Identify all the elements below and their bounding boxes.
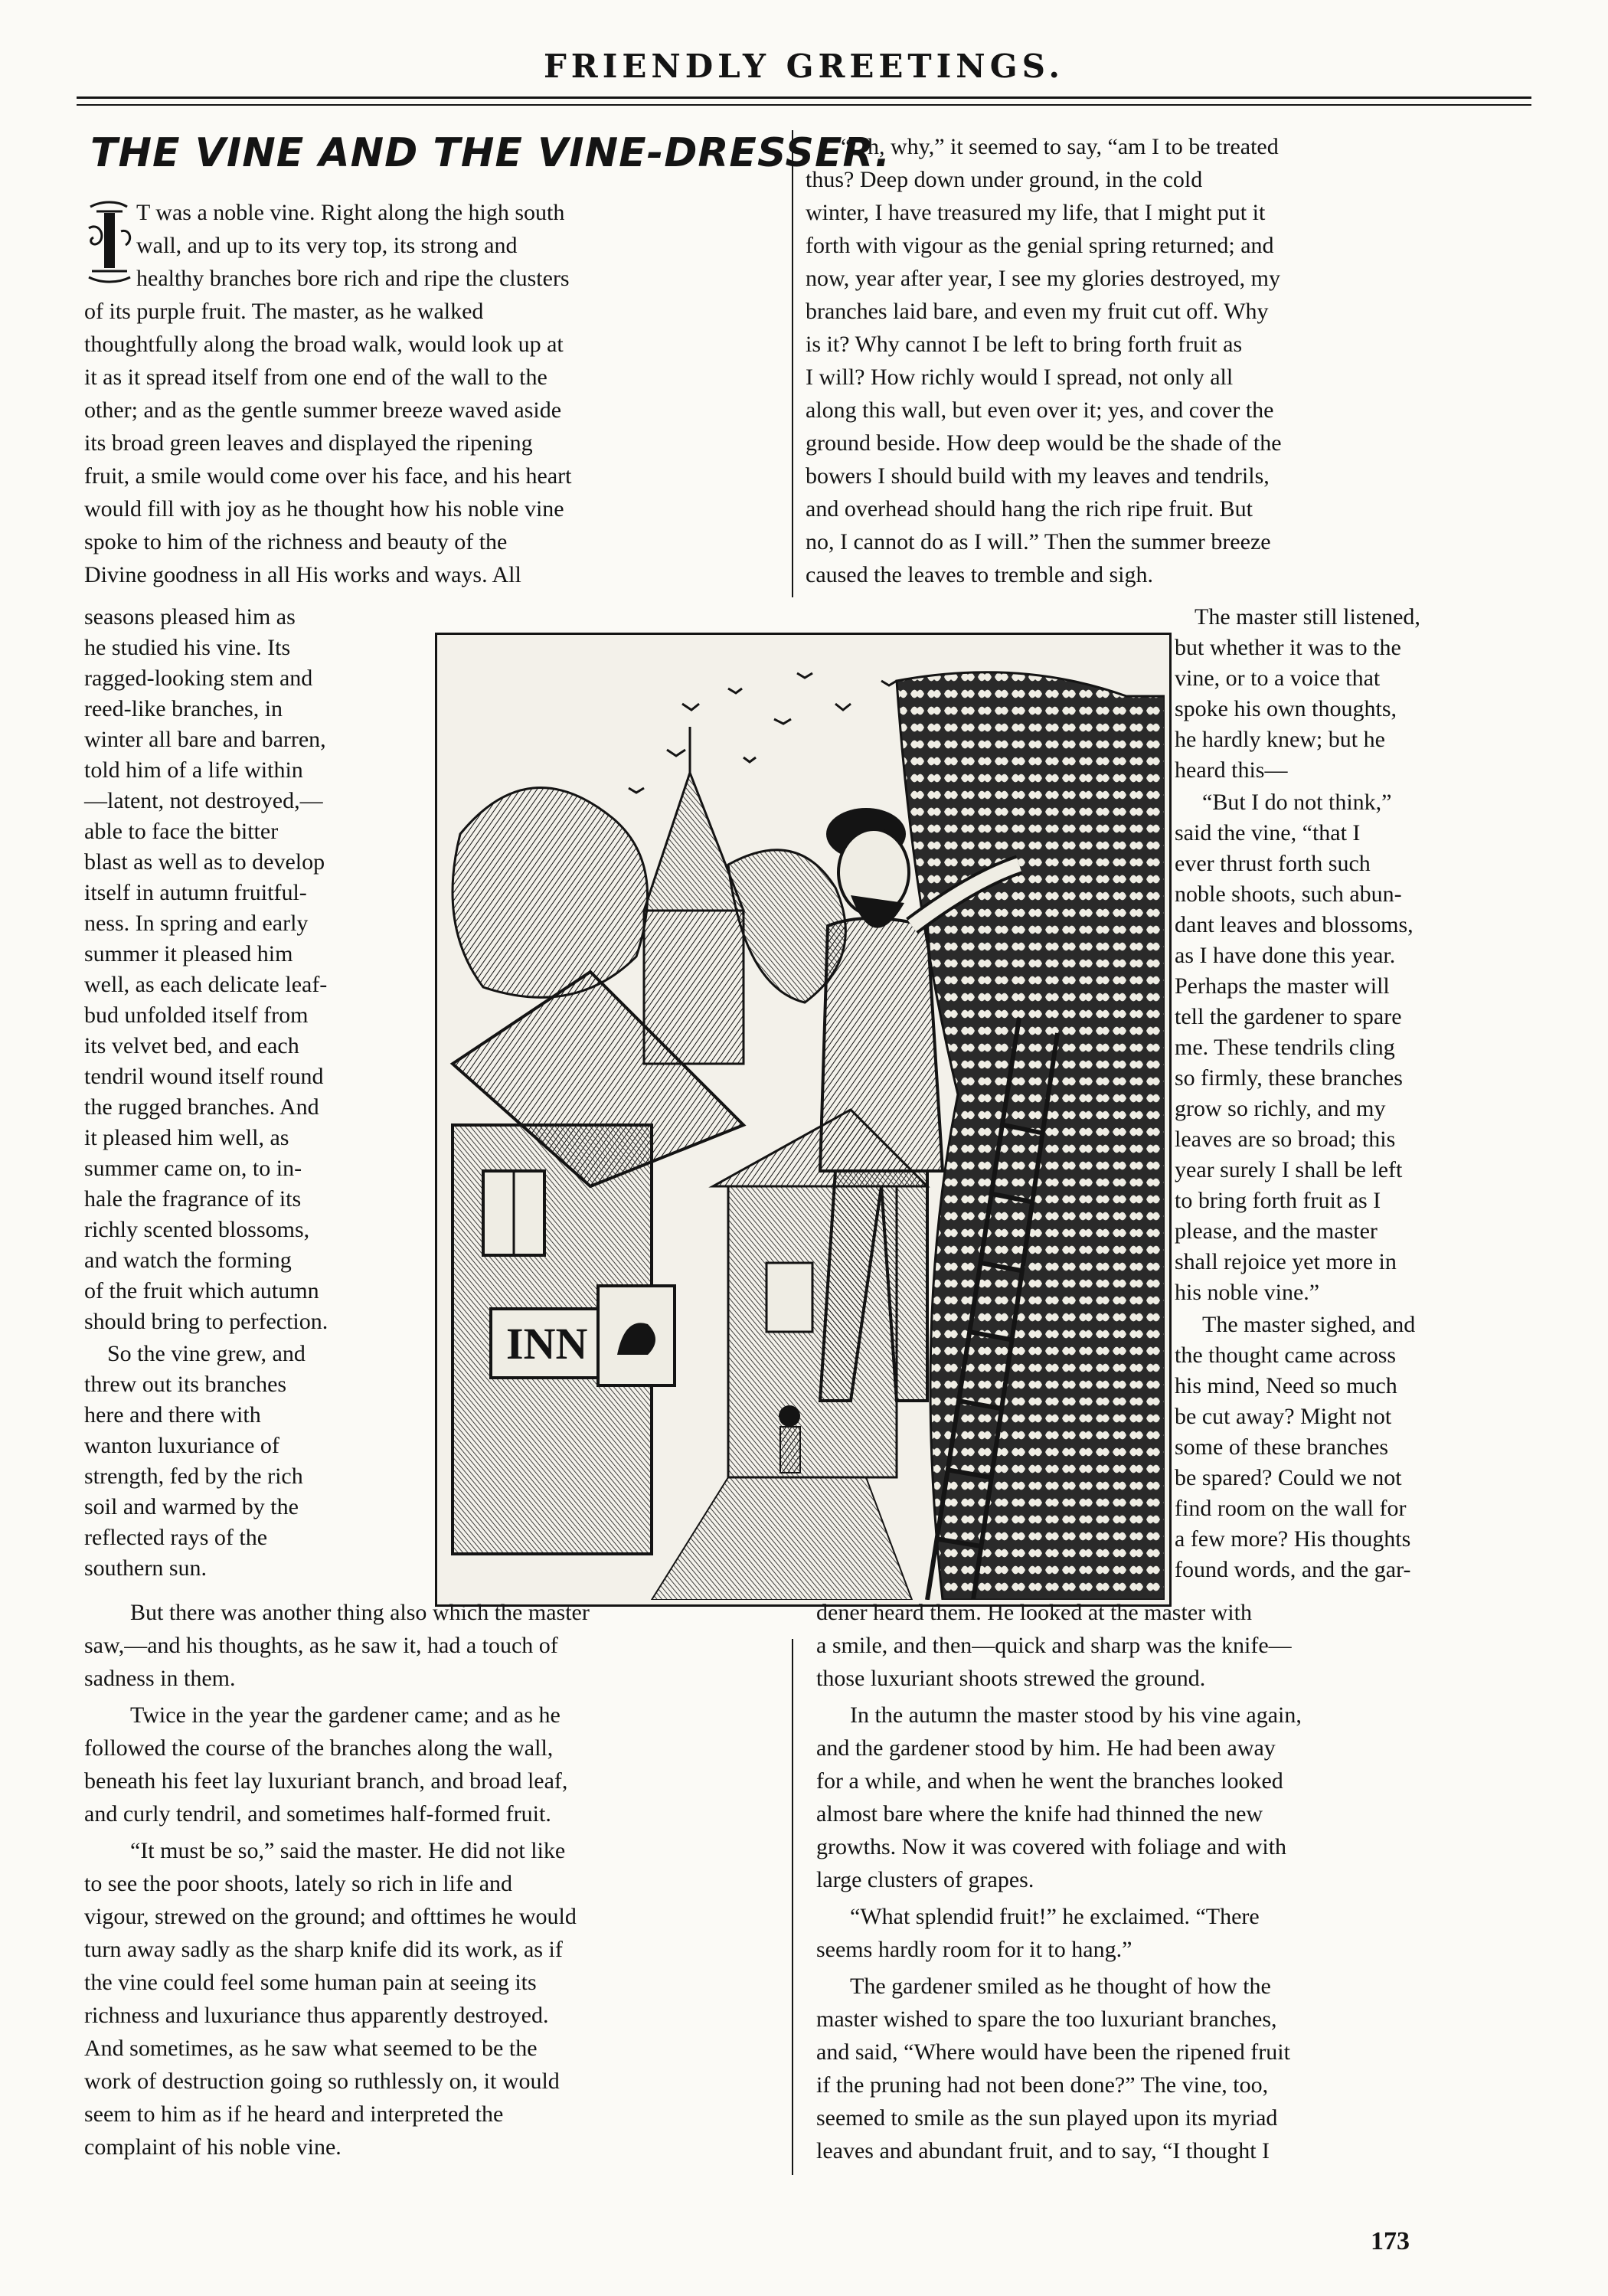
text-line: now, year after year, I see my glories destroyed, my — [806, 266, 1280, 291]
text-line: no, I cannot do as I will.” Then the summer breeze — [806, 529, 1271, 554]
text-line: thus? Deep down under ground, in the cold — [806, 167, 1203, 192]
text-line: dant leaves and blossoms, — [1175, 912, 1414, 937]
text-line: vigour, strewed on the ground; and ofttimes he would — [84, 1904, 577, 1929]
text-line: healthy branches bore rich and ripe the clusters — [136, 266, 570, 291]
text-line: tendril wound itself round — [84, 1064, 324, 1089]
text-line: The master sighed, and — [1202, 1312, 1416, 1337]
text-line: a few more? His thoughts — [1175, 1526, 1411, 1552]
text-line: so firmly, these branches — [1175, 1065, 1403, 1091]
text-line: blast as well as to develop — [84, 849, 325, 875]
text-line: threw out its branches — [84, 1372, 287, 1397]
text-line: caused the leaves to tremble and sigh. — [806, 562, 1154, 587]
text-line: work of destruction going so ruthlessly on, it would — [84, 2069, 560, 2094]
text-line: the vine could feel some human pain at seeing its — [84, 1970, 537, 1995]
text-line: ness. In spring and early — [84, 911, 309, 936]
text-line: ever thrust forth such — [1175, 851, 1371, 876]
text-line: bud unfolded itself from — [84, 1002, 309, 1028]
text-line: shall rejoice yet more in — [1175, 1249, 1397, 1274]
text-line: his mind, Need so much — [1175, 1373, 1397, 1398]
text-line: found words, and the gar- — [1175, 1557, 1411, 1582]
birds — [629, 673, 897, 793]
text-line: reed-like branches, in — [84, 696, 283, 721]
text-line: In the autumn the master stood by his vine again, — [850, 1702, 1302, 1728]
text-line: of the fruit which autumn — [84, 1278, 319, 1303]
text-line: grow so richly, and my — [1175, 1096, 1386, 1121]
text-line: said the vine, “that I — [1175, 820, 1361, 845]
vine-dresser-engraving — [437, 635, 1165, 1600]
text-line: the thought came across — [1175, 1343, 1397, 1368]
text-line: the rugged branches. And — [84, 1094, 319, 1120]
text-line: spoke to him of the richness and beauty of the — [84, 529, 508, 554]
text-line: and said, “Where would have been the ripened fruit — [816, 2039, 1290, 2065]
text-line: summer came on, to in- — [84, 1156, 302, 1181]
text-line: sadness in them. — [84, 1666, 236, 1691]
text-line: some of these branches — [1175, 1434, 1389, 1460]
article-title: THE VINE AND THE VINE-DRESSER. — [90, 130, 891, 176]
text-line: its velvet bed, and each — [84, 1033, 299, 1058]
text-line: strength, fed by the rich — [84, 1464, 303, 1489]
header-rule-top — [77, 96, 1531, 99]
column-divider — [792, 130, 793, 597]
text-line: dener heard them. He looked at the master with — [816, 1600, 1252, 1625]
text-line: southern sun. — [84, 1555, 207, 1581]
text-line: spoke his own thoughts, — [1175, 696, 1397, 721]
text-line: seasons pleased him as — [84, 604, 296, 630]
text-line: —latent, not destroyed,— — [84, 788, 323, 813]
text-line: please, and the master — [1175, 1218, 1378, 1244]
text-line: almost bare where the knife had thinned the new — [816, 1801, 1263, 1827]
text-line: ground beside. How deep would be the shade of the — [806, 430, 1282, 456]
text-line: it as it spread itself from one end of the wall to the — [84, 365, 547, 390]
text-line: to bring forth fruit as I — [1175, 1188, 1381, 1213]
church-spire — [644, 773, 744, 911]
text-line: as I have done this year. — [1175, 943, 1396, 968]
text-line: I will? How richly would I spread, not only all — [806, 365, 1234, 390]
text-line: master wished to spare the too luxuriant branches, — [816, 2007, 1277, 2032]
text-line: The master still listened, — [1195, 604, 1420, 630]
text-line: followed the course of the branches along the wall, — [84, 1735, 554, 1761]
text-line: Perhaps the master will — [1175, 973, 1390, 999]
text-line: richly scented blossoms, — [84, 1217, 310, 1242]
text-line: and watch the forming — [84, 1248, 292, 1273]
text-line: leaves are so broad; this — [1175, 1127, 1396, 1152]
text-line: Divine goodness in all His works and ways. All — [84, 562, 521, 587]
text-line: told him of a life within — [84, 757, 303, 783]
text-line: wanton luxuriance of — [84, 1433, 279, 1458]
text-line: here and there with — [84, 1402, 261, 1428]
text-line: is it? Why cannot I be left to bring forth fruit as — [806, 332, 1243, 357]
text-line: The gardener smiled as he thought of how the — [850, 1974, 1271, 1999]
text-line: “It must be so,” said the master. He did not like — [130, 1838, 566, 1863]
text-line: thoughtfully along the broad walk, would look up at — [84, 332, 564, 357]
text-line: and curly tendril, and sometimes half-formed fruit. — [84, 1801, 551, 1827]
text-line: But there was another thing also which the master — [130, 1600, 590, 1625]
text-line: growths. Now it was covered with foliage and with — [816, 1834, 1287, 1859]
text-line: its broad green leaves and displayed the ripening — [84, 430, 533, 456]
text-line: Twice in the year the gardener came; and as he — [130, 1702, 561, 1728]
text-line: forth with vigour as the genial spring returned; and — [806, 233, 1274, 258]
text-line: soil and warmed by the — [84, 1494, 299, 1519]
text-line: complaint of his noble vine. — [84, 2134, 342, 2160]
text-line: branches laid bare, and even my fruit cut off. Why — [806, 299, 1269, 324]
text-line: T was a noble vine. Right along the high south — [136, 200, 565, 225]
column-divider-lower — [792, 1639, 793, 2175]
inn-sign-text: INN — [506, 1319, 588, 1369]
text-line: of its purple fruit. The master, as he walked — [84, 299, 484, 324]
text-line: fruit, a smile would come over his face, and his heart — [84, 463, 572, 489]
text-line: his noble vine.” — [1175, 1280, 1320, 1305]
text-line: noble shoots, such abun- — [1175, 881, 1402, 907]
text-line: “Oh, why,” it seemed to say, “am I to be treated — [841, 134, 1279, 159]
text-line: it pleased him well, as — [84, 1125, 289, 1150]
text-line: “What splendid fruit!” he exclaimed. “There — [850, 1904, 1260, 1929]
text-line: seems hardly room for it to hang.” — [816, 1937, 1132, 1962]
text-line: richness and luxuriance thus apparently destroyed. — [84, 2003, 549, 2028]
header-rule-bottom — [77, 104, 1531, 106]
text-line: and the gardener stood by him. He had been away — [816, 1735, 1276, 1761]
text-line: if the pruning had not been done?” The vine, too, — [816, 2072, 1269, 2098]
text-line: So the vine grew, and — [107, 1341, 306, 1366]
text-line: he hardly knew; but he — [1175, 727, 1385, 752]
text-line: other; and as the gentle summer breeze waved aside — [84, 397, 562, 423]
text-line: saw,—and his thoughts, as he saw it, had a touch of — [84, 1633, 558, 1658]
text-line: winter, I have treasured my life, that I might put it — [806, 200, 1266, 225]
text-line: for a while, and when he went the branches looked — [816, 1768, 1283, 1794]
text-line: would fill with joy as he thought how his noble vine — [84, 496, 564, 522]
text-line: ragged-looking stem and — [84, 666, 313, 691]
text-line: and overhead should hang the rich ripe fruit. But — [806, 496, 1253, 522]
text-line: a smile, and then—quick and sharp was the knife— — [816, 1633, 1292, 1658]
text-line: me. These tendrils cling — [1175, 1035, 1395, 1060]
text-line: wall, and up to its very top, its strong and — [136, 233, 518, 258]
text-line: along this wall, but even over it; yes, and cover the — [806, 397, 1274, 423]
text-line: tell the gardener to spare — [1175, 1004, 1402, 1029]
text-line: leaves and abundant fruit, and to say, “I thought I — [816, 2138, 1270, 2164]
text-line: well, as each delicate leaf- — [84, 972, 328, 997]
text-line: winter all bare and barren, — [84, 727, 326, 752]
text-line: able to face the bitter — [84, 819, 279, 844]
text-line: And sometimes, as he saw what seemed to be the — [84, 2036, 538, 2061]
text-line: itself in autumn fruitful- — [84, 880, 307, 905]
text-line: reflected rays of the — [84, 1525, 268, 1550]
text-line: to see the poor shoots, lately so rich in life and — [84, 1871, 513, 1896]
text-line: large clusters of grapes. — [816, 1867, 1034, 1892]
text-line: vine, or to a voice that — [1175, 666, 1381, 691]
text-line: hale the fragrance of its — [84, 1186, 302, 1212]
text-line: beneath his feet lay luxuriant branch, and broad leaf, — [84, 1768, 568, 1794]
text-line: but whether it was to the — [1175, 635, 1401, 660]
engraving-illustration — [435, 633, 1172, 1607]
text-line: those luxuriant shoots strewed the ground. — [816, 1666, 1206, 1691]
text-line: be cut away? Might not — [1175, 1404, 1392, 1429]
page-header: FRIENDLY GREETINGS. — [543, 47, 1065, 85]
text-line: be spared? Could we not — [1175, 1465, 1402, 1490]
text-line: “But I do not think,” — [1202, 790, 1392, 815]
text-line: seem to him as if he heard and interpreted the — [84, 2101, 504, 2127]
text-line: seemed to smile as the sun played upon its myriad — [816, 2105, 1278, 2131]
text-line: find room on the wall for — [1175, 1496, 1407, 1521]
text-line: heard this— — [1175, 757, 1288, 783]
text-line: bowers I should build with my leaves and tendrils, — [806, 463, 1270, 489]
text-line: he studied his vine. Its — [84, 635, 291, 660]
page-number: 173 — [1371, 2227, 1410, 2255]
dropcap-letter-i — [83, 201, 136, 283]
text-line: year surely I shall be left — [1175, 1157, 1403, 1182]
text-line: summer it pleased him — [84, 941, 293, 966]
text-line: should bring to perfection. — [84, 1309, 328, 1334]
text-line: turn away sadly as the sharp knife did its work, as if — [84, 1937, 563, 1962]
